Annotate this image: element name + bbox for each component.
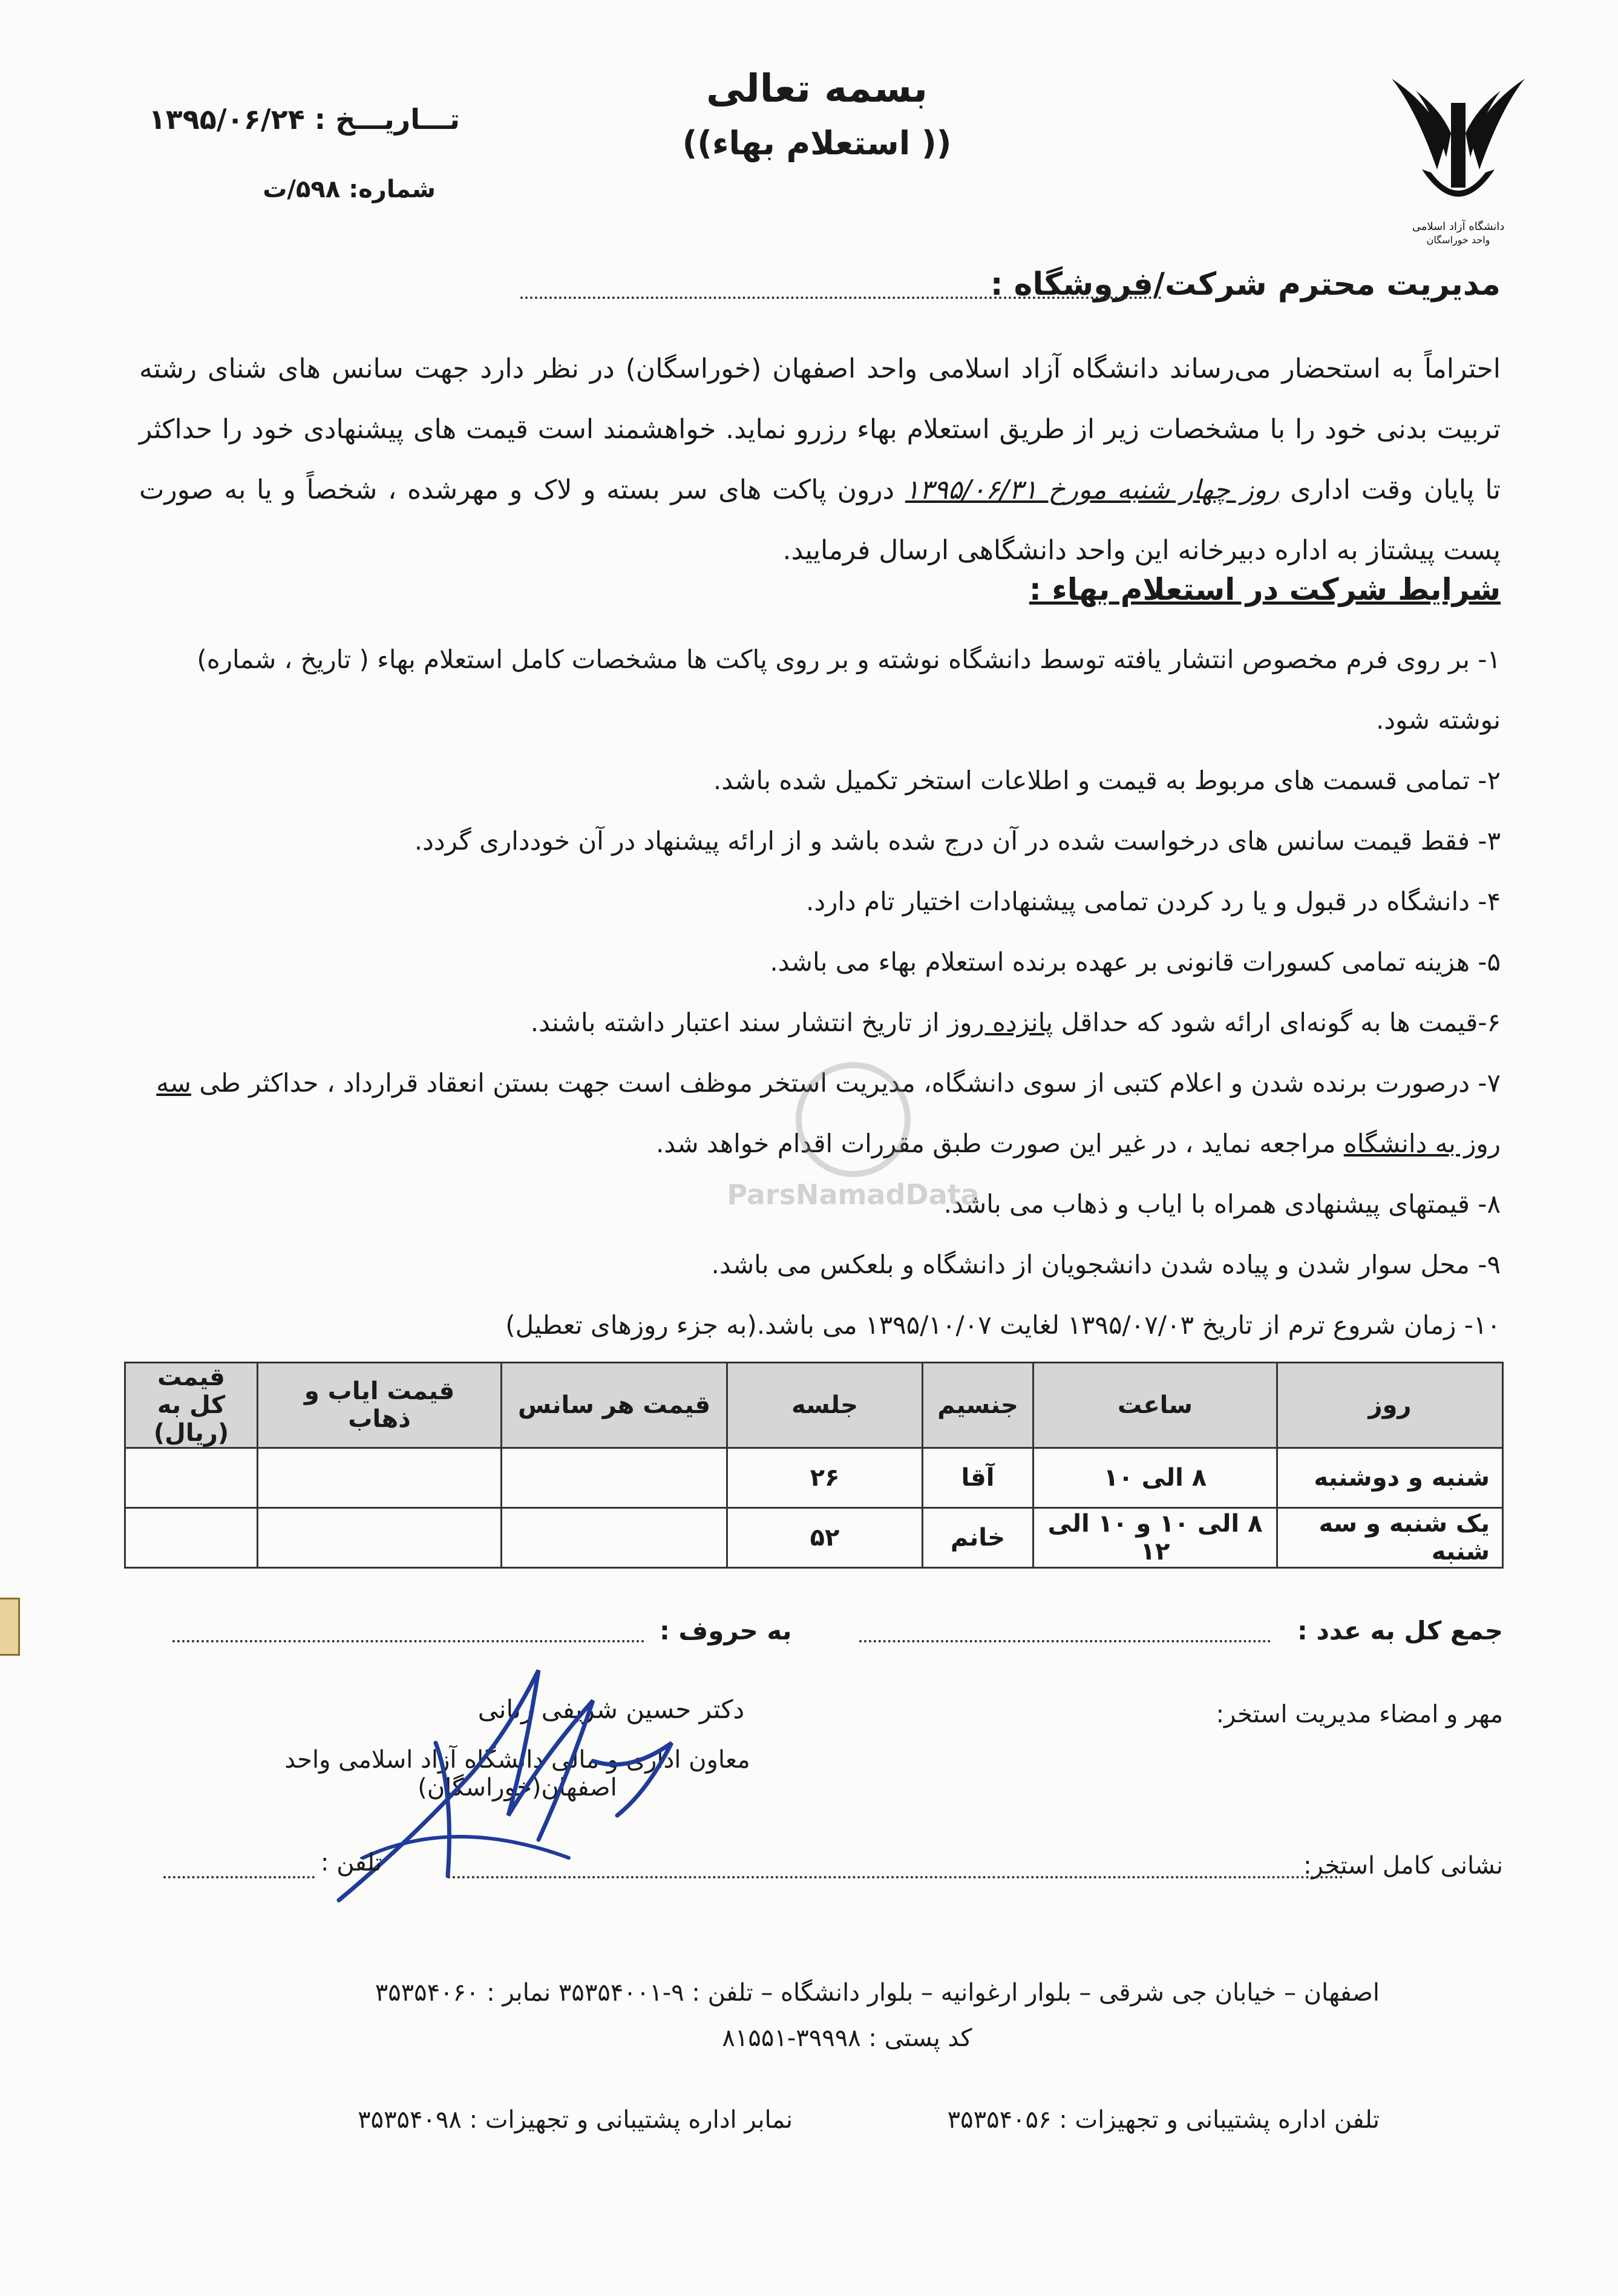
header-transport-price: قیمت ایاب و ذهاب	[258, 1363, 502, 1448]
watermark-logo	[684, 1053, 1023, 1235]
condition-item-5: ۵- هزینه تمامی کسورات قانونی بر عهده برنده استعلام بهاء می باشد.	[770, 947, 1501, 977]
condition-6-text-b: از تاریخ انتشار سند اعتبار داشته باشند.	[530, 1008, 948, 1037]
cell-total-price[interactable]	[125, 1448, 258, 1508]
condition-item-4: ۴- دانشگاه در قبول و یا رد کردن تمامی پیشنهادات اختیار تام دارد.	[806, 887, 1501, 916]
header-session: جلسه	[727, 1363, 923, 1448]
pool-address-field[interactable]	[448, 1876, 1343, 1878]
addressee-label: مدیریت محترم شرکت/فروشگاه :	[990, 266, 1501, 303]
pool-phone-field[interactable]	[163, 1876, 315, 1878]
cell-transport-price[interactable]	[258, 1508, 502, 1568]
document-type-title: (( استعلام بهاء))	[682, 124, 952, 162]
cell-day: شنبه و دوشنبه	[1277, 1448, 1503, 1508]
cell-day: یک شنبه و سه شنبه	[1277, 1508, 1503, 1568]
svg-text:واحد خوراسگان: واحد خوراسگان	[1426, 234, 1490, 246]
header-gender: جنسیم	[923, 1363, 1033, 1448]
intro-text-part1: احتراماً به استحضار می‌رساند دانشگاه آزاد اسلامی واحد اصفهان (خوراسگان) در نظر دارد جهت سانس های شنای رشته تربیت بدنی خود را با مشخصات زیر از طریق استعلام بهاء رزرو نماید. خواهشمند است قیمت های پیشنهادی خود را حداکثر تا پایان وقت اداری	[139, 353, 1501, 505]
condition-item-6	[139, 992, 1501, 1053]
condition-item-2: ۲- تمامی قسمت های مربوط به قیمت و اطلاعات استخر تکمیل شده باشد.	[713, 766, 1501, 795]
cell-gender: خانم	[923, 1508, 1033, 1568]
cell-price-per-session[interactable]	[502, 1508, 727, 1568]
footer-support-phone: تلفن اداره پشتیبانی و تجهیزات : ۳۵۳۵۴۰۵۶	[947, 2106, 1380, 2134]
header-price-per-session: قیمت هر سانس	[502, 1363, 727, 1448]
total-words-label: به حروف :	[660, 1616, 792, 1645]
conditions-list	[139, 629, 1501, 1356]
condition-item-10: ۱۰- زمان شروع ترم از تاریخ ۱۳۹۵/۰۷/۰۳ لغایت ۱۳۹۵/۱۰/۰۷ می باشد.(به جزء روزهای تعطیل)	[505, 1310, 1501, 1340]
cell-transport-price[interactable]	[258, 1448, 502, 1508]
cell-hour: ۸ الی ۱۰ و ۱۰ الی ۱۲	[1033, 1508, 1277, 1568]
addressee-line	[121, 266, 1501, 309]
bismillah-heading: بسمه تعالی	[706, 67, 928, 111]
university-logo	[1380, 67, 1537, 248]
footer-postal-code: کد پستی : ۳۹۹۹۸-۸۱۵۵۱	[722, 2024, 972, 2052]
pool-stamp-label: مهر و امضاء مدیریت استخر:	[1216, 1701, 1503, 1728]
deadline-text: روز چهار شنبه مورخ ۱۳۹۵/۰۶/۳۱	[905, 474, 1280, 505]
intro-paragraph	[139, 339, 1501, 581]
condition-6-text-a: ۶-قیمت ها به گونه‌ای ارائه شود که حداقل	[1053, 1008, 1501, 1037]
condition-item-3: ۳- فقط قیمت سانس های درخواست شده در آن درج شده باشد و از ارائه پیشنهاد در آن خودداری گردد.	[414, 826, 1501, 856]
header-total-price: قیمت کل به (ریال)	[125, 1363, 258, 1448]
pool-phone-label: تلفن :	[321, 1849, 382, 1877]
total-numeric-label: جمع کل به عدد :	[1297, 1616, 1503, 1645]
header-day: روز	[1277, 1363, 1503, 1448]
condition-6-underlined: پانزده روز	[947, 1008, 1053, 1037]
addressee-fill-line	[520, 297, 1162, 299]
cell-price-per-session[interactable]	[502, 1448, 727, 1508]
price-table	[124, 1362, 1504, 1569]
condition-item-1: ۱- بر روی فرم مخصوص انتشار یافته توسط دانشگاه نوشته و بر روی پاکت ها مشخصات کامل استعلام بهاء ( تاریخ ، شماره) نوشته شود.	[197, 645, 1501, 735]
conditions-title: شرایط شرکت در استعلام بهاء :	[1029, 572, 1501, 607]
cell-total-price[interactable]	[125, 1508, 258, 1568]
footer-address: اصفهان – خیابان جی شرقی – بلوار ارغوانیه – بلوار دانشگاه – تلفن : ۹-۳۵۳۵۴۰۰۱ نمابر : ۳۵۳۵۴۰۶۰	[375, 1979, 1380, 2007]
condition-7-text-a: ۷- درصورت برنده شدن و اعلام کتبی از سوی دانشگاه، مدیریت استخر موظف است جهت بستن انعقاد قرارداد ، حداکثر طی	[191, 1068, 1501, 1098]
handwritten-signature	[254, 1658, 690, 1912]
table-row	[125, 1508, 1503, 1568]
condition-7-underlined: سه روز به دانشگاه	[156, 1068, 1501, 1158]
document-date: تـــاریـــخ : ۱۳۹۵/۰۶/۲۴	[148, 103, 460, 136]
footer-support-fax: نمابر اداره پشتیبانی و تجهیزات : ۳۵۳۵۴۰۹۸	[358, 2106, 793, 2134]
cell-gender: آقا	[923, 1448, 1033, 1508]
total-words-field[interactable]	[172, 1640, 644, 1642]
condition-item-8: ۸- قیمتهای پیشنهادی همراه با ایاب و ذهاب می باشد.	[943, 1189, 1501, 1219]
cell-session: ۵۲	[727, 1508, 923, 1568]
intro-text-part2: درون پاکت های سر بسته و لاک و مهرشده ، شخصاً و یا به صورت پست پیشتاز به اداره دبیرخانه این واحد دانشگاهی ارسال فرمایید.	[139, 474, 1501, 566]
svg-text:دانشگاه آزاد اسلامی: دانشگاه آزاد اسلامی	[1412, 220, 1505, 233]
scan-edge-mark	[0, 1598, 20, 1656]
condition-7-text-b: مراجعه نماید ، در غیر این صورت طبق مقررات اقدام خواهد شد.	[655, 1129, 1344, 1158]
signer-title: معاون اداری و مالی دانشگاه آزاد اسلامی واحد اصفهان(خوراسگان)	[284, 1746, 750, 1802]
watermark-text: ParsNamadData	[727, 1178, 980, 1211]
total-numeric-field[interactable]	[859, 1640, 1271, 1642]
signer-name: دکتر حسین شریفی رنانی	[477, 1694, 745, 1724]
table-row	[125, 1448, 1503, 1508]
cell-session: ۲۶	[727, 1448, 923, 1508]
cell-hour: ۸ الی ۱۰	[1033, 1448, 1277, 1508]
header-hour: ساعت	[1033, 1363, 1277, 1448]
pool-address-label: نشانی کامل استخر:	[1303, 1852, 1503, 1880]
condition-item-9: ۹- محل سوار شدن و پیاده شدن دانشجویان از دانشگاه و بلعکس می باشد.	[711, 1250, 1501, 1279]
document-number: شماره: ۵۹۸/ت	[263, 175, 436, 203]
table-header-row	[125, 1363, 1503, 1448]
